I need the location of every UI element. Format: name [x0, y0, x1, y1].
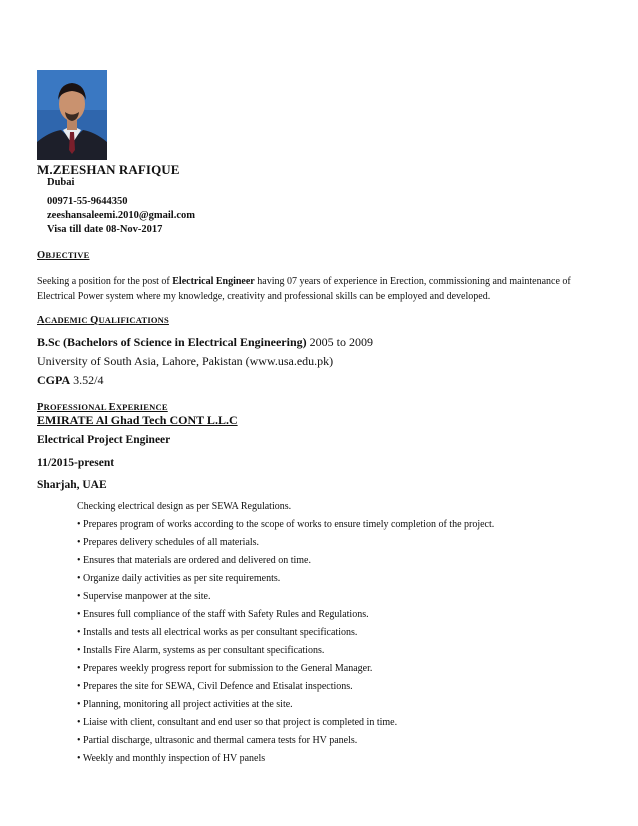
objective-heading-rest: BJECTIVE — [45, 250, 90, 260]
objective-role: Electrical Engineer — [172, 276, 255, 287]
experience-heading-initial-2: E — [108, 402, 116, 413]
duty-intro: Checking electrical design as per SEWA Regulations. — [77, 501, 292, 512]
experience-heading-word-2: XPERIENCE — [115, 402, 168, 412]
degree-name: B.Sc (Bachelors of Science in Electrical Engineering) — [37, 335, 307, 349]
duty-item: • Ensures that materials are ordered and delivered on time. — [77, 555, 311, 566]
academic-heading — [37, 315, 169, 326]
duty-item: • Partial discharge, ultrasonic and thermal camera tests for HV panels. — [77, 735, 358, 746]
academic-heading-word: CADEMIC — [44, 315, 91, 325]
duty-item: • Prepares the site for SEWA, Civil Defence and Etisalat inspections. — [77, 681, 353, 692]
email-address: zeeshansaleemi.2010@gmail.com — [47, 210, 195, 221]
cgpa-label: CGPA — [37, 373, 71, 387]
duty-item: • Weekly and monthly inspection of HV panels — [77, 753, 266, 764]
job-period: 11/2015-present — [37, 457, 115, 469]
duty-item: • Installs and tests all electrical works as per consultant specifications. — [77, 627, 358, 638]
objective-text — [37, 274, 607, 304]
duty-item: • Organize daily activities as per site requirements. — [77, 573, 281, 584]
duty-item: • Liaise with client, consultant and end user so that project is completed in time. — [77, 717, 398, 728]
duty-item: • Prepares delivery schedules of all materials. — [77, 537, 260, 548]
experience-heading-word: ROFESSIONAL — [43, 402, 109, 412]
objective-heading — [37, 250, 90, 261]
experience-heading-initial: P — [37, 402, 44, 413]
job-title: Electrical Project Engineer — [37, 434, 171, 446]
visa-status: Visa till date 08-Nov-2017 — [47, 224, 163, 235]
objective-text-end: having 07 years of experience in Erection, commissioning and maintenance of Electrical Power system where my knowledge, creativity and professional skills can be employed and developed. — [37, 276, 571, 302]
degree-line — [37, 335, 373, 350]
phone-number: 00971-55-9644350 — [47, 196, 128, 207]
cgpa-line — [37, 373, 103, 388]
university-line: University of South Asia, Lahore, Pakistan (www.usa.edu.pk) — [37, 354, 334, 368]
profile-photo — [37, 70, 107, 160]
candidate-name: M.ZEESHAN RAFIQUE — [37, 162, 180, 177]
duty-item: • Prepares weekly progress report for submission to the General Manager. — [77, 663, 373, 674]
academic-heading-initial-2: Q — [90, 315, 99, 326]
duty-item: • Supervise manpower at the site. — [77, 591, 211, 602]
duty-item: • Ensures full compliance of the staff with Safety Rules and Regulations. — [77, 609, 369, 620]
duty-item: • Prepares program of works according to the scope of works to ensure timely completion of the project. — [77, 519, 495, 530]
academic-heading-initial: A — [37, 315, 45, 326]
academic-heading-word-2: UALIFICATIONS — [98, 315, 169, 325]
company-name: EMIRATE Al Ghad Tech CONT L.L.C — [37, 413, 238, 427]
cgpa-value: 3.52/4 — [70, 373, 104, 387]
objective-heading-initial: O — [37, 250, 46, 261]
duty-item: • Planning, monitoring all project activities at the site. — [77, 699, 293, 710]
objective-text-start: Seeking a position for the post of — [37, 276, 173, 287]
duty-item: • Installs Fire Alarm, systems as per consultant specifications. — [77, 645, 325, 656]
job-location: Sharjah, UAE — [37, 479, 107, 491]
experience-heading — [37, 402, 168, 413]
degree-years: 2005 to 2009 — [306, 335, 373, 349]
candidate-city: Dubai — [47, 177, 75, 188]
